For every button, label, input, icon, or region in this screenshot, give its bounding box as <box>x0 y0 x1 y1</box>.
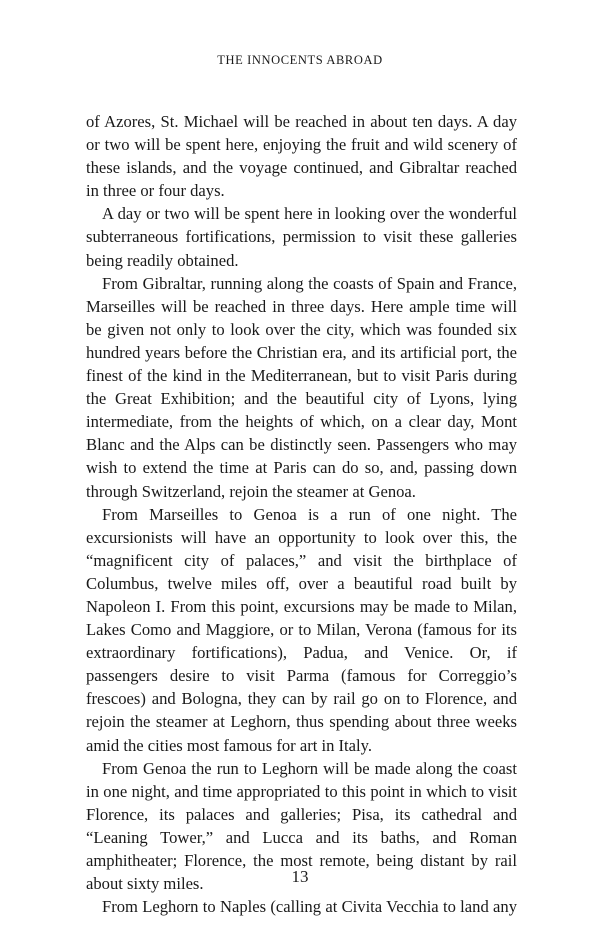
body-text <box>86 110 517 918</box>
paragraph: A day or two will be spent here in looking over the wonderful subterraneous fortifications, permission to visit these galleries being readily obtained. <box>86 204 517 270</box>
paragraph: From Leghorn to Naples (calling at Civita Vecchia to land any <box>102 897 517 917</box>
paragraph: From Gibraltar, running along the coasts of Spain and France, Marseilles will be reached in three days. Here ample time will be given not only to look over the city, which was founded six hundred years before the Christian era, and its artificial port, the finest of the kind in the Mediterranean, but to visit Paris during the Great Exhibition; and the beautiful city of Lyons, lying intermediate, from the heights of which, on a clear day, Mont Blanc and the Alps can be distinctly seen. Passengers who may wish to extend the time at Paris can do so, and, passing down through Switzerland, rejoin the steamer at Genoa. <box>86 273 517 501</box>
paragraph: From Marseilles to Genoa is a run of one night. The excursionists will have an opportunity to look over this, the “magnificent city of palaces,” and visit the birthplace of Columbus, twelve miles off, over a beautiful road built by Napoleon I. From this point, excursions may be made to Milan, Lakes Como and Maggiore, or to Milan, Verona (famous for its extraordinary fortifications), Padua, and Venice. Or, if passengers desire to visit Parma (famous for Correggio’s frescoes) and Bologna, they can by rail go on to Florence, and rejoin the steamer at Leghorn, thus spending about three weeks amid the cities most famous for art in Italy. <box>86 504 517 755</box>
paragraph: From Genoa the run to Leghorn will be made along the coast in one night, and time appropriated to this point in which to visit Florence, its palaces and galleries; Pisa, its cathedral and “Leaning Tower,” and Lucca and its baths, and Roman amphitheater; Florence, the most remote, being distant by rail about sixty miles. <box>86 758 517 894</box>
page-number: 13 <box>291 867 309 886</box>
running-head: THE INNOCENTS ABROAD <box>217 53 383 67</box>
paragraph: of Azores, St. Michael will be reached in about ten days. A day or two will be spent here, enjoying the fruit and wild scenery of these islands, and the voyage continued, and Gibraltar reached in three or four days. <box>86 112 517 201</box>
